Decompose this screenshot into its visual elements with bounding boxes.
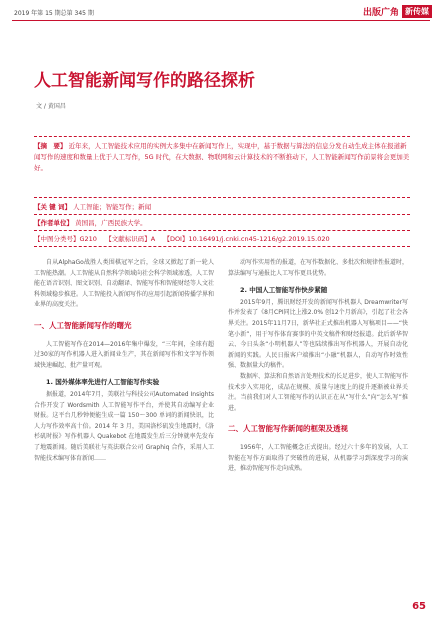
keywords-label: 【关 键 词】 (34, 203, 72, 211)
meta-divider (34, 214, 410, 215)
doi: 【DOI】10.16491/j.cnki.cn45-1216/g2.2019.15.020 (163, 235, 330, 243)
page-number: 65 (412, 601, 426, 612)
keywords-line (34, 202, 410, 211)
paragraph: 人工智能写作在2014—2016年集中爆发，“三年间，全球有超过30家的写作机器人进入新闻业生产，其在新闻写作和文字写作领域快速崛起、批产量可观。 (34, 340, 214, 369)
subsection-heading: 2. 中国人工智能写作快步紧随 (240, 286, 328, 295)
abstract-box (34, 136, 410, 198)
body-column-right (228, 258, 408, 475)
body-column-left (34, 258, 214, 464)
brand-name: 出版广角 (362, 8, 399, 18)
document-code: 【文献标识码】A (105, 235, 156, 243)
paragraph: 动写作实用性的报道，在写作数据化、多批次和规律性报道时，算法编写与通报比人工写作更具优势。 (228, 259, 409, 277)
paragraph: 据报道，2014年7月，美联社与科技公司Automated Insights 合作开发了 Wordsmith 人工智能写作平台，并使其自动编写企业财报。这平台几秒钟便能生成一篇 150～300 单词的新闻快讯，比人力写作效率高十倍。2014 年 3 月，美国洛杉矶发生地震时，《洛杉矶时报》写作机器人 Quakebot 在地震发生后三分钟就率先发布了地震新闻。随后美联社与英法联合公司 Graphiq 合作，采用人工智能技术编写体育新闻…… (34, 390, 214, 462)
brand-section-tag: 新传媒 (402, 5, 432, 18)
issue-header: 2019 年第 15 期总第 345 期 (14, 10, 94, 17)
author-unit-label: 【作者单位】 (34, 219, 73, 227)
article-author: 文 / 黄国昌 (36, 103, 66, 110)
article-title: 人工智能新闻写作的路径探析 (34, 71, 255, 91)
ids-line (34, 234, 410, 243)
author-unit-line (34, 218, 410, 227)
paragraph: 1956年，人工智能概念正式提出。经过六十多年的发展，人工智能在写作方面取得了突破性的进展，从机器学习到深度学习的演进，推动智能写作走向成熟。 (228, 443, 408, 473)
journal-brand (363, 5, 432, 18)
section-heading: 一、人工智能新闻写作的曙光 (34, 320, 132, 330)
abstract-text: 近年来，人工智能技术应用的实例大多集中在新闻写作上，实现中，基于数据与算法的信息分发自动生成主体在报道新闻写作的速度和数量上优于人工写作，5G 时代，在大数据、物联网和云计算技术的不断推动下，人工智能新闻写作前景将会更加美好。 (34, 142, 410, 172)
keywords-text: 人工智能；智能写作；新闻 (73, 203, 152, 211)
header-divider (12, 20, 430, 21)
paragraph: 自从AlphaGo战胜人类围棋冠军之后，全球又掀起了新一轮人工智能热潮。人工智能从自然科学领域向社会科学领域渗透，人工智能在语音识别、图文识别、自动翻译、智能写作和智能财经等人文社科领域稳步推进。人工智能投入新闻写作的应用引起新闻传播学界和业界的高度关注。 (34, 259, 215, 309)
meta-divider (34, 246, 410, 247)
paragraph: 数据库、算法和自然语言处理技术的长足进步，使人工智能写作技术步入实用化，成品在规模、质量与速度上的提升逐渐被业界关注。当前我们对人工智能写作的认识正在从“写什么”向“怎么写”推进。 (228, 372, 409, 412)
paragraph: 2015年9月，腾讯财经开发的新闻写作机器人 Dreamwriter写作并发表了《8月CPI同比上涨2.0% 创12个月新高》，引起了社会各界关注。2015年11月7日，新华社正式推出机器人写稿项目——“快笔小新”，用于写作体育赛事的中英文稿件和财经报道。此后新华智云、今日头条“小明机器人”等也陆续推出写作机器人，开展自动化新闻的实践。人民日报客户端推出“小融”机器人，自动写作时效性强、数据量大的稿件。 (228, 298, 408, 370)
author-unit-text: 黄国昌，广西民族大学。 (75, 219, 147, 227)
abstract-label: 【摘 要】 (34, 142, 67, 150)
meta-divider (34, 230, 410, 231)
subsection-heading: 1. 国外媒体率先进行人工智能写作实验 (46, 378, 160, 387)
clc-code: 【中图分类号】G210 (34, 235, 97, 243)
section-heading: 二、人工智能写作新闻的框架及透视 (228, 424, 348, 434)
